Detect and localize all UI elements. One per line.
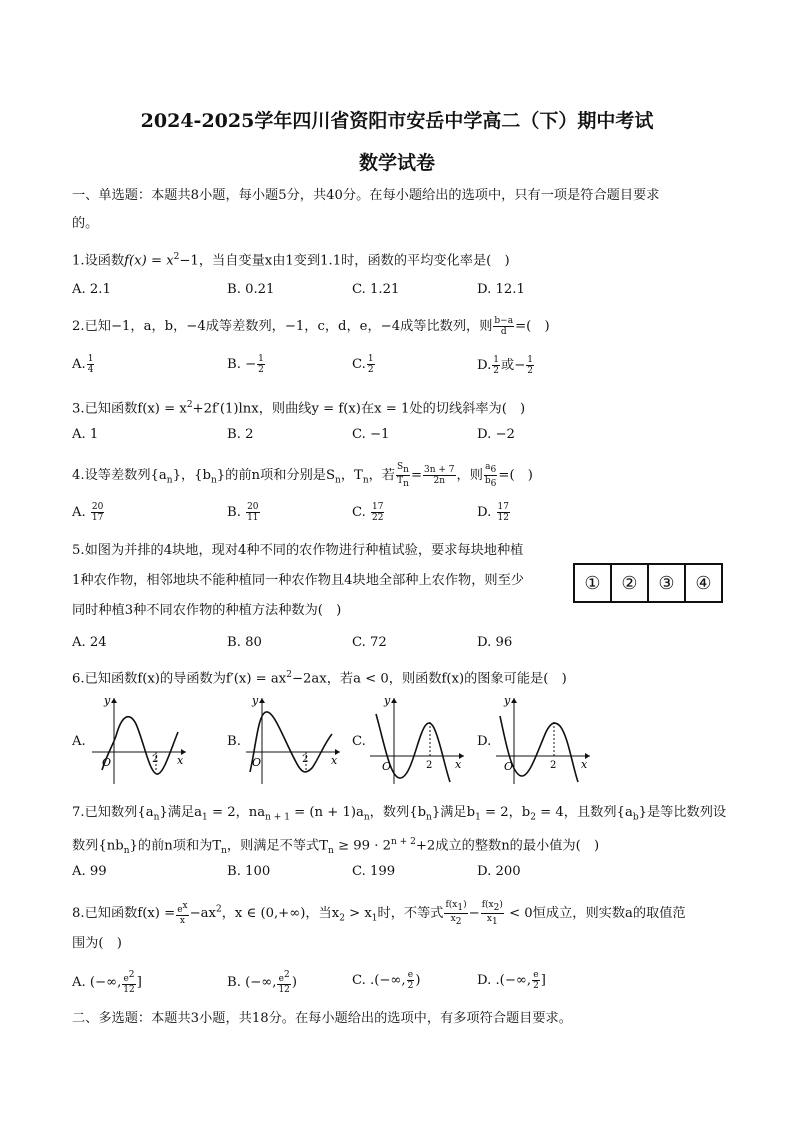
q2-option-a[interactable]: A. $\frac{1}{4}$ bbox=[72, 354, 94, 375]
svg-text:x: x bbox=[331, 754, 338, 767]
q8-option-d[interactable]: D. .(−∞, $\frac{e}{2}$ ] bbox=[477, 970, 546, 991]
q7-option-c[interactable]: C. 199 bbox=[352, 864, 396, 879]
q3-option-c[interactable]: C. −1 bbox=[352, 427, 390, 442]
q5-option-c[interactable]: C. 72 bbox=[352, 635, 387, 650]
question-2: 2.已知−1，a，b，−4成等差数列，−1，c，d，e，−4成等比数列，则 $\frac{b-a}{d}$ =( ) bbox=[72, 316, 550, 337]
q7-option-d[interactable]: D. 200 bbox=[477, 864, 521, 879]
q2-option-b[interactable]: B. − $\frac{1}{2}$ bbox=[227, 354, 264, 375]
q6-graph-b[interactable] bbox=[240, 692, 344, 788]
q7-option-a[interactable]: A. 99 bbox=[72, 864, 107, 879]
graph-x-label: x bbox=[177, 754, 184, 767]
q1-option-c[interactable]: C. 1.21 bbox=[352, 282, 400, 297]
q5-plot-figure bbox=[573, 563, 723, 603]
question-6: 6.已知函数f(x)的导函数为$f'(x) = ax^2-2ax$，若a < 0，则函数f(x)的图象可能是( ) bbox=[72, 670, 567, 687]
question-7-line1: 7.已知数列$\{a_n\}$满足$a_1 = 2$，$na_{n + 1} = (n + 1)a_n$，数列$\{b_n\}$满足$b_1 = 2$，$b_2 = 4$，且数列$\{a_b\}$是等比数列设 bbox=[72, 805, 727, 823]
q6-graph-a[interactable] bbox=[86, 692, 190, 788]
q2-option-c[interactable]: C. $\frac{1}{2}$ bbox=[352, 354, 374, 375]
q2-fraction: $\frac{b-a}{d}$ bbox=[494, 316, 514, 337]
q5-option-a[interactable]: A. 24 bbox=[72, 635, 107, 650]
q3-option-b[interactable]: B. 2 bbox=[227, 427, 254, 442]
q1-option-b[interactable]: B. 0.21 bbox=[227, 282, 275, 297]
q6-graph-d[interactable] bbox=[490, 692, 594, 788]
q3-option-a[interactable]: A. 1 bbox=[72, 427, 99, 442]
graph-tick: 2 bbox=[152, 754, 159, 765]
graph-origin: O bbox=[102, 756, 112, 769]
q6-option-c-label[interactable]: C. bbox=[352, 734, 366, 749]
q6-graph-c[interactable] bbox=[364, 692, 468, 788]
q6-option-d-label[interactable]: D. bbox=[477, 734, 492, 749]
svg-text:y: y bbox=[384, 694, 391, 707]
svg-text:y: y bbox=[252, 694, 259, 707]
svg-text:2: 2 bbox=[302, 754, 309, 765]
plot-cell-4: ④ bbox=[695, 572, 712, 594]
svg-text:y: y bbox=[504, 694, 511, 707]
q3-option-d[interactable]: D. −2 bbox=[477, 427, 515, 442]
q5-line-3: 同时种植3种不同农作物的种植方法种数为( ) bbox=[72, 603, 342, 618]
question-1: 1.设函数$f(x) = x^2-1$，当自变量x由1变到1.1时，函数的平均变化率是( ) bbox=[72, 252, 510, 269]
svg-text:2: 2 bbox=[550, 760, 557, 771]
svg-text:2: 2 bbox=[426, 760, 433, 771]
question-3: 3.已知函数$f(x) = x^2+2f'(1)\ln x$，则曲线y = f(x)在x = 1处的切线斜率为( ) bbox=[72, 400, 526, 417]
question-7-line2: 数列$\{nb_n\}$的前n项和为$T_n$，则满足不等式$T_n \ge 99 \cdot 2^{n + 2}+2$成立的整数n的最小值为( ) bbox=[72, 837, 600, 857]
q4-option-a[interactable]: A. $\frac{20}{17}$ bbox=[72, 502, 104, 523]
q5-option-b[interactable]: B. 80 bbox=[227, 635, 262, 650]
exam-title: 2024-2025学年四川省资阳市安岳中学高二（下）期中考试 bbox=[140, 110, 654, 132]
q1-option-d[interactable]: D. 12.1 bbox=[477, 282, 525, 297]
section1-heading-line1: 一、单选题：本题共8小题，每小题5分，共40分。在每小题给出的选项中，只有一项是符合题目要求 bbox=[72, 188, 660, 203]
svg-text:O: O bbox=[382, 760, 392, 773]
q6-option-a-label[interactable]: A. bbox=[72, 734, 86, 749]
q5-line-1: 5.如图为并排的4块地，现对4种不同的农作物进行种植试验，要求每块地种植 bbox=[72, 543, 524, 558]
graph-y-label: y bbox=[104, 694, 111, 707]
q4-option-d[interactable]: D. $\frac{17}{12}$ bbox=[477, 502, 509, 523]
svg-text:O: O bbox=[252, 756, 262, 769]
svg-text:O: O bbox=[504, 760, 514, 773]
q7-option-b[interactable]: B. 100 bbox=[227, 864, 271, 879]
q4-option-b[interactable]: B. $\frac{20}{11}$ bbox=[227, 502, 259, 523]
q8-option-a[interactable]: A. (−∞, $\frac{e^2}{12}$ ] bbox=[72, 970, 142, 995]
svg-text:x: x bbox=[455, 758, 462, 771]
q2-option-d[interactable]: D. $\frac{1}{2}$ 或− $\frac{1}{2}$ bbox=[477, 355, 534, 376]
plot-cell-2: ② bbox=[612, 565, 649, 601]
q6-option-b-label[interactable]: B. bbox=[227, 734, 241, 749]
q4-option-c[interactable]: C. $\frac{17}{22}$ bbox=[352, 502, 384, 523]
q8-option-c[interactable]: C. .(−∞, $\frac{e}{2}$ ) bbox=[352, 970, 421, 991]
q1-option-a[interactable]: A. 2.1 bbox=[72, 282, 111, 297]
section2-heading: 二、多选题：本题共3小题，共18分。在每小题给出的选项中，有多项符合题目要求。 bbox=[72, 1011, 572, 1026]
question-8-line2: 围为( ) bbox=[72, 936, 122, 951]
q5-line-2: 1种农作物，相邻地块不能种植同一种农作物且4块地全部种上农作物，则至少 bbox=[72, 573, 524, 588]
svg-text:x: x bbox=[581, 758, 588, 771]
q8-option-b[interactable]: B. (−∞, $\frac{e^2}{12}$ ) bbox=[227, 970, 298, 995]
plot-cell-3: ③ bbox=[649, 565, 686, 601]
plot-cell-1: ① bbox=[575, 565, 612, 601]
question-8-line1: 8.已知函数f(x) = $\frac{e^x}{x}$ $-ax^2$，x ∈ (0,+∞)，当$x_2 > x_1$时，不等式 $\frac{f(x_1)}{x_2}$ − $\frac{f(x_2)}{x_1}$ < 0恒成立，则实数a的取值范 bbox=[72, 900, 686, 927]
q5-option-d[interactable]: D. 96 bbox=[477, 635, 513, 650]
exam-subtitle: 数学试卷 bbox=[358, 152, 435, 174]
section1-heading-line2: 的。 bbox=[72, 216, 99, 231]
question-4: 4.设等差数列$\{a_n\}$，$\{b_n\}$的前n项和分别是$S_n$，$T_n$，若 $\frac{S_n}{T_n}$ = $\frac{3n + 7}{2n}$ ，则 $\frac{a_6}{b_6}$ =( ) bbox=[72, 462, 533, 489]
